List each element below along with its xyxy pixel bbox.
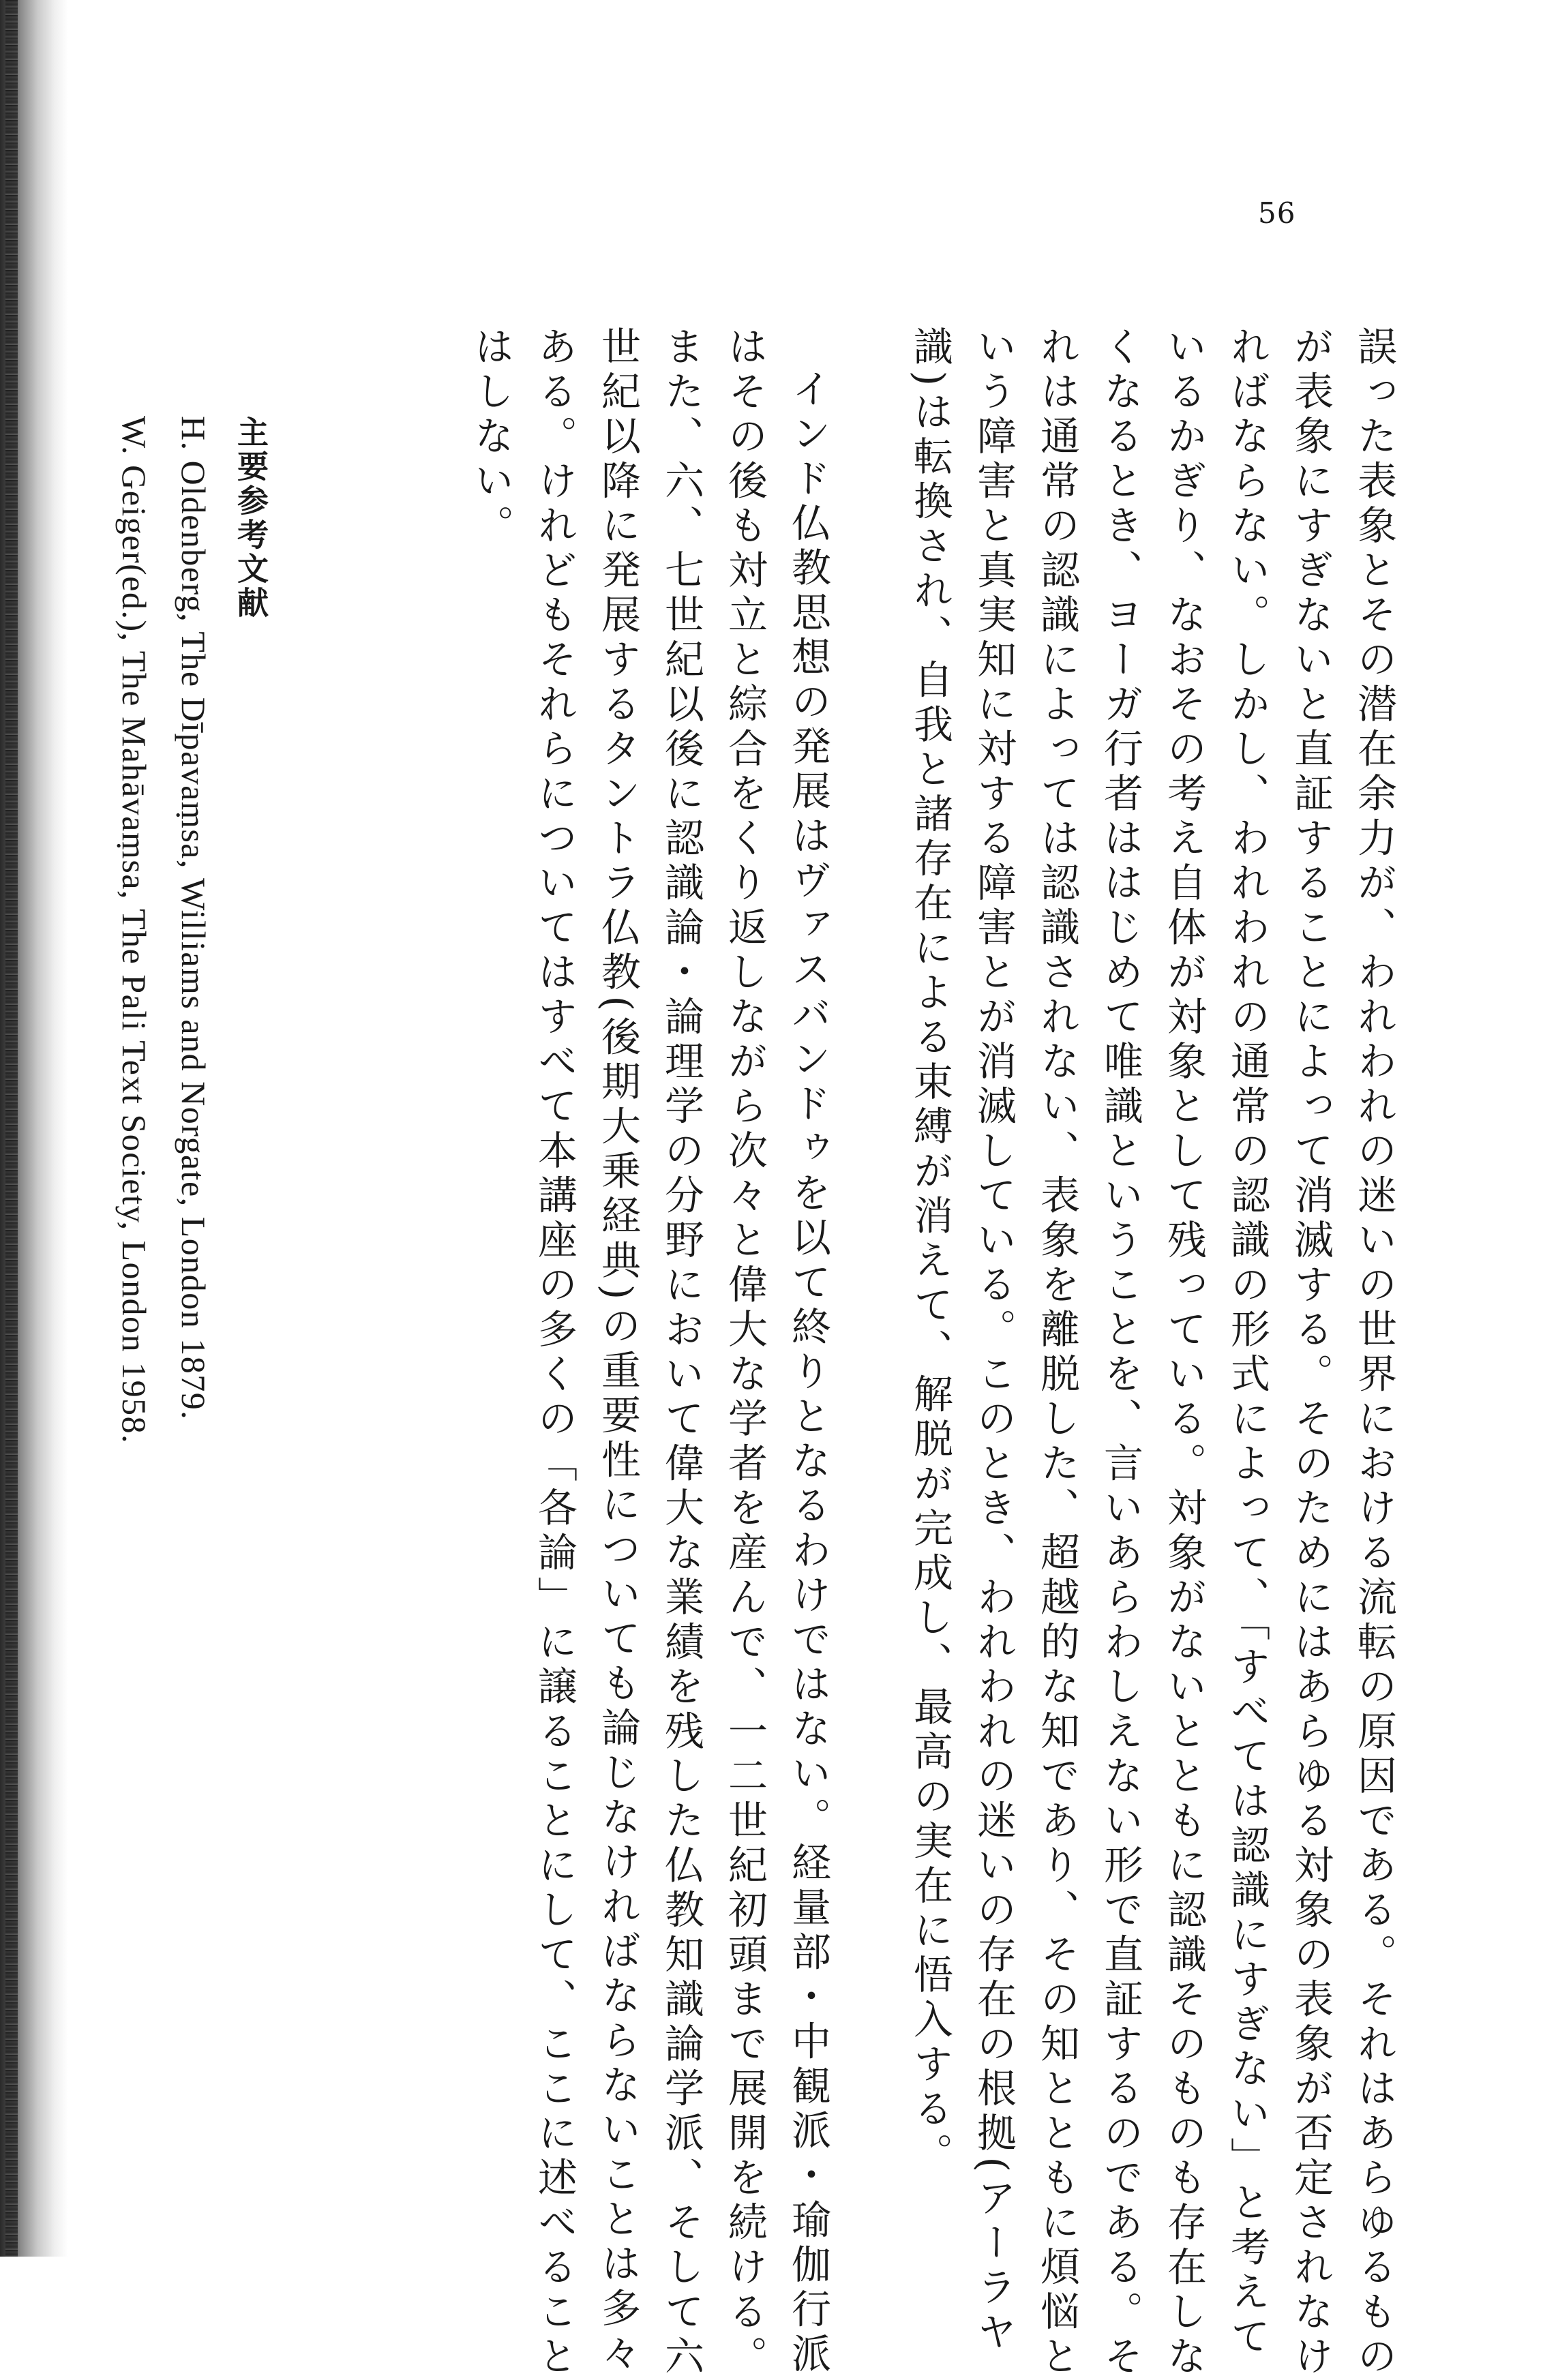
paragraph-2-line: インド仏教思想の発展はヴァスバンドゥを以て終りとなるわけではない。経量部・中観派・瑜伽行派 <box>785 368 831 2378</box>
paragraph-1-line: 識)は転換され、自我と諸存在による束縛が消えて、解脱が完成し、最高の実在に悟入する。 <box>907 326 953 2178</box>
paragraph-2-line: はしない。 <box>468 326 514 549</box>
reference-item: H. Oldenberg, The Dīpavaṃsa, Williams and Norgate, London 1879. <box>175 416 213 1421</box>
paragraph-2-line: ある。けれどもそれらについてはすべて本講座の多くの「各論」に譲ることにして、ここに述べること <box>531 326 578 2380</box>
page-number: 56 <box>1258 196 1296 230</box>
scan-binding-edge <box>5 0 18 2257</box>
paragraph-1-line: いう障害と真実知に対する障害とが消滅している。このとき、われわれの迷いの存在の根拠(アーラヤ <box>970 326 1017 2356</box>
paragraph-2-line: また、六、七世紀以後に認識論・論理学の分野において偉大な業績を残した仏教知識論学派、そして六 <box>658 326 704 2380</box>
paragraph-1-line: 誤った表象とその潜在余力が、われわれの迷いの世界における流転の原因である。それはあらゆるもの <box>1351 326 1397 2380</box>
reference-item: W. Geiger(ed.), The Mahāvaṃsa, The Pali Text Society, London 1958. <box>115 416 153 1445</box>
paragraph-1-line: ればならない。しかし、われわれの通常の認識の形式によって、「すべては認識にすぎない」と考えて <box>1224 326 1270 2360</box>
paragraph-1-line: れは通常の認識によっては認識されない、表象を離脱した、超越的な知であり、その知とともに煩悩と <box>1034 326 1080 2380</box>
paragraph-1-line: が表象にすぎないと直証することによって消滅する。そのためにはあらゆる対象の表象が否定されなけ <box>1287 326 1334 2380</box>
paragraph-2-line: はその後も対立と綜合をくり返しながら次々と偉大な学者を産んで、一二世紀初頭まで展開を続ける。 <box>721 326 768 2380</box>
paragraph-2-line: 世紀以降に発展するタントラ仏教(後期大乗経典)の重要性についても論じなければならないことは多々 <box>595 326 641 2377</box>
references-heading: 主要参考文献 <box>233 416 269 620</box>
paragraph-1-line: いるかぎり、なおその考え自体が対象として残っている。対象がないとともに認識そのものも存在しな <box>1160 326 1207 2380</box>
paragraph-1-line: くなるとき、ヨーガ行者ははじめて唯識ということを、言いあらわしえない形で直証するのである。そ <box>1097 326 1143 2380</box>
